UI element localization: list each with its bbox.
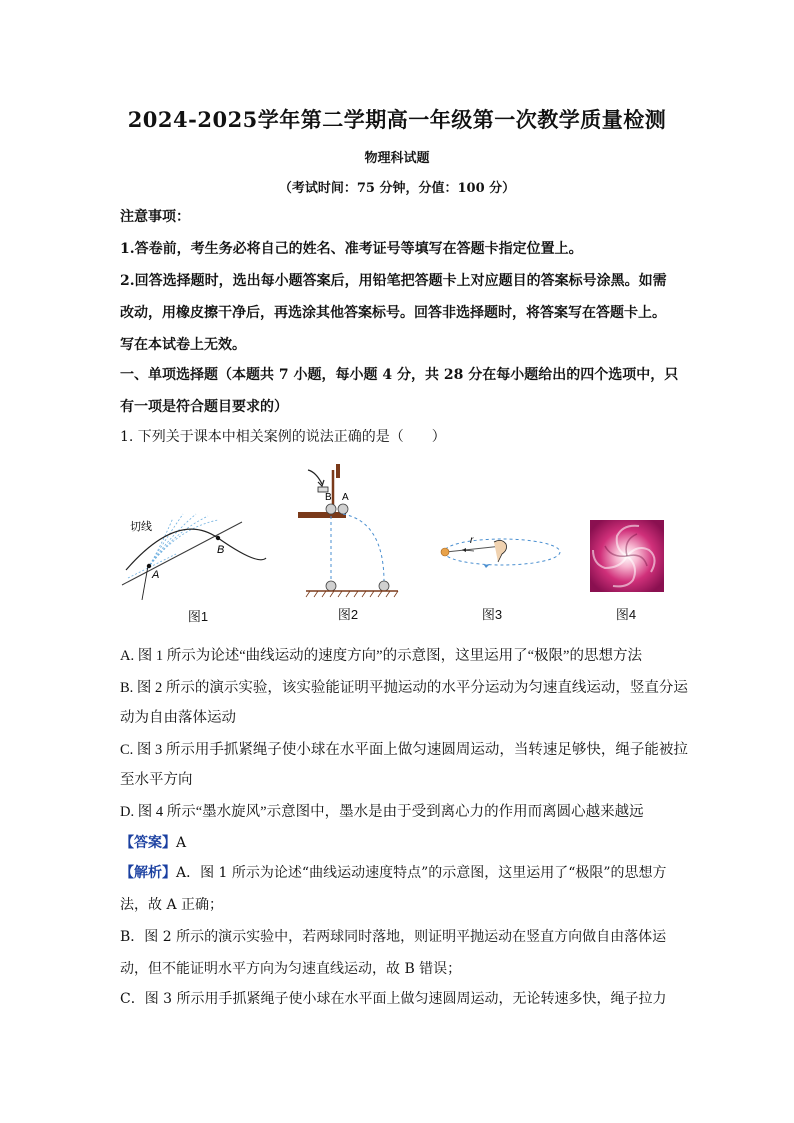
page-title: 2024-2025学年第二学期高一年级第一次教学质量检测 [127,107,667,132]
figure-2-ball-b: B [325,492,332,503]
analysis-a-line-2: 法，故 A 正确； [120,897,224,913]
subject-title: 物理科试题 [364,151,430,166]
section-heading-line-1: 一、单项选择题（本题共 7 小题，每小题 4 分，共 28 分在每小题给出的四个选项中，只 [120,367,679,383]
analysis-line-1 [120,862,680,882]
notes-item-2-line-1: 2.回答选择题时，选出每小题答案后，用铅笔把答题卡上对应题目的答案标号涂黑。如需 [120,273,667,289]
option-b-line-1: B. 图 2 所示的演示实验，该实验能证明平抛运动的水平分运动为匀速直线运动，竖直分运 [120,680,688,696]
answer-value: A [176,835,187,851]
notes-heading: 注意事项： [120,209,190,225]
notes-item-2-line-3: 写在本试卷上无效。 [120,337,246,353]
question-1-stem: 1. 下列关于课本中相关案例的说法正确的是（ ） [120,429,446,445]
figure-4-caption: 图4 [615,607,637,622]
analysis-label: 【解析】 [120,865,176,881]
figure-4-ink-whirlwind-image [590,520,664,592]
analysis-c-line-1: C．图 3 所示用手抓紧绳子使小球在水平面上做匀速圆周运动，无论转速多快，绳子拉力 [120,991,667,1007]
analysis-b-line-1: B．图 2 所示的演示实验中，若两球同时落地，则证明平抛运动在竖直方向做自由落体运 [120,929,667,945]
figure-3-circular-motion [434,530,564,580]
option-d: D. 图 4 所示“墨水旋风”示意图中，墨水是由于受到离心力的作用而离圆心越来越远 [120,804,644,820]
option-c-line-1: C. 图 3 所示用手抓紧绳子使小球在水平面上做匀速圆周运动，当转速足够快，绳子能被拉 [120,742,688,758]
analysis-b-line-2: 动，但不能证明水平方向为匀速直线运动，故 B 错误； [120,961,462,977]
analysis-a-line-1: A．图 1 所示为论述“曲线运动速度特点”的示意图，这里运用了“极限”的思想方 [176,865,667,881]
figure-1-point-a: A [152,569,160,581]
option-a: A. 图 1 所示为论述“曲线运动的速度方向”的示意图，这里运用了“极限”的思想方法 [120,648,642,664]
figure-1-point-b: B [217,544,225,556]
figure-1-caption: 图1 [187,609,209,624]
option-c-line-2: 至水平方向 [120,772,193,788]
figure-1-tangent-curve [118,508,270,600]
figure-3-radius-label: r [470,535,474,546]
option-b-line-2: 动为自由落体运动 [120,710,236,726]
exam-info: （考试时间：75 分钟，分值：100 分） [278,181,516,196]
notes-item-2-line-2: 改动，用橡皮擦干净后，再选涂其他答案标号。回答非选择题时，将答案写在答题卡上。 [120,305,666,321]
notes-item-1: 1.答卷前，考生务必将自己的姓名、准考证号等填写在答题卡指定位置上。 [120,241,583,257]
section-heading-line-2: 有一项是符合题目要求的） [120,399,288,415]
figure-1-tangent-label: 切线 [130,521,152,533]
figure-2-projectile-apparatus [296,460,404,602]
figure-2-ball-a: A [342,492,349,503]
answer-line [120,832,680,852]
figure-3-caption: 图3 [481,607,503,622]
answer-label: 【答案】 [120,835,176,851]
figure-2-caption: 图2 [337,607,359,622]
